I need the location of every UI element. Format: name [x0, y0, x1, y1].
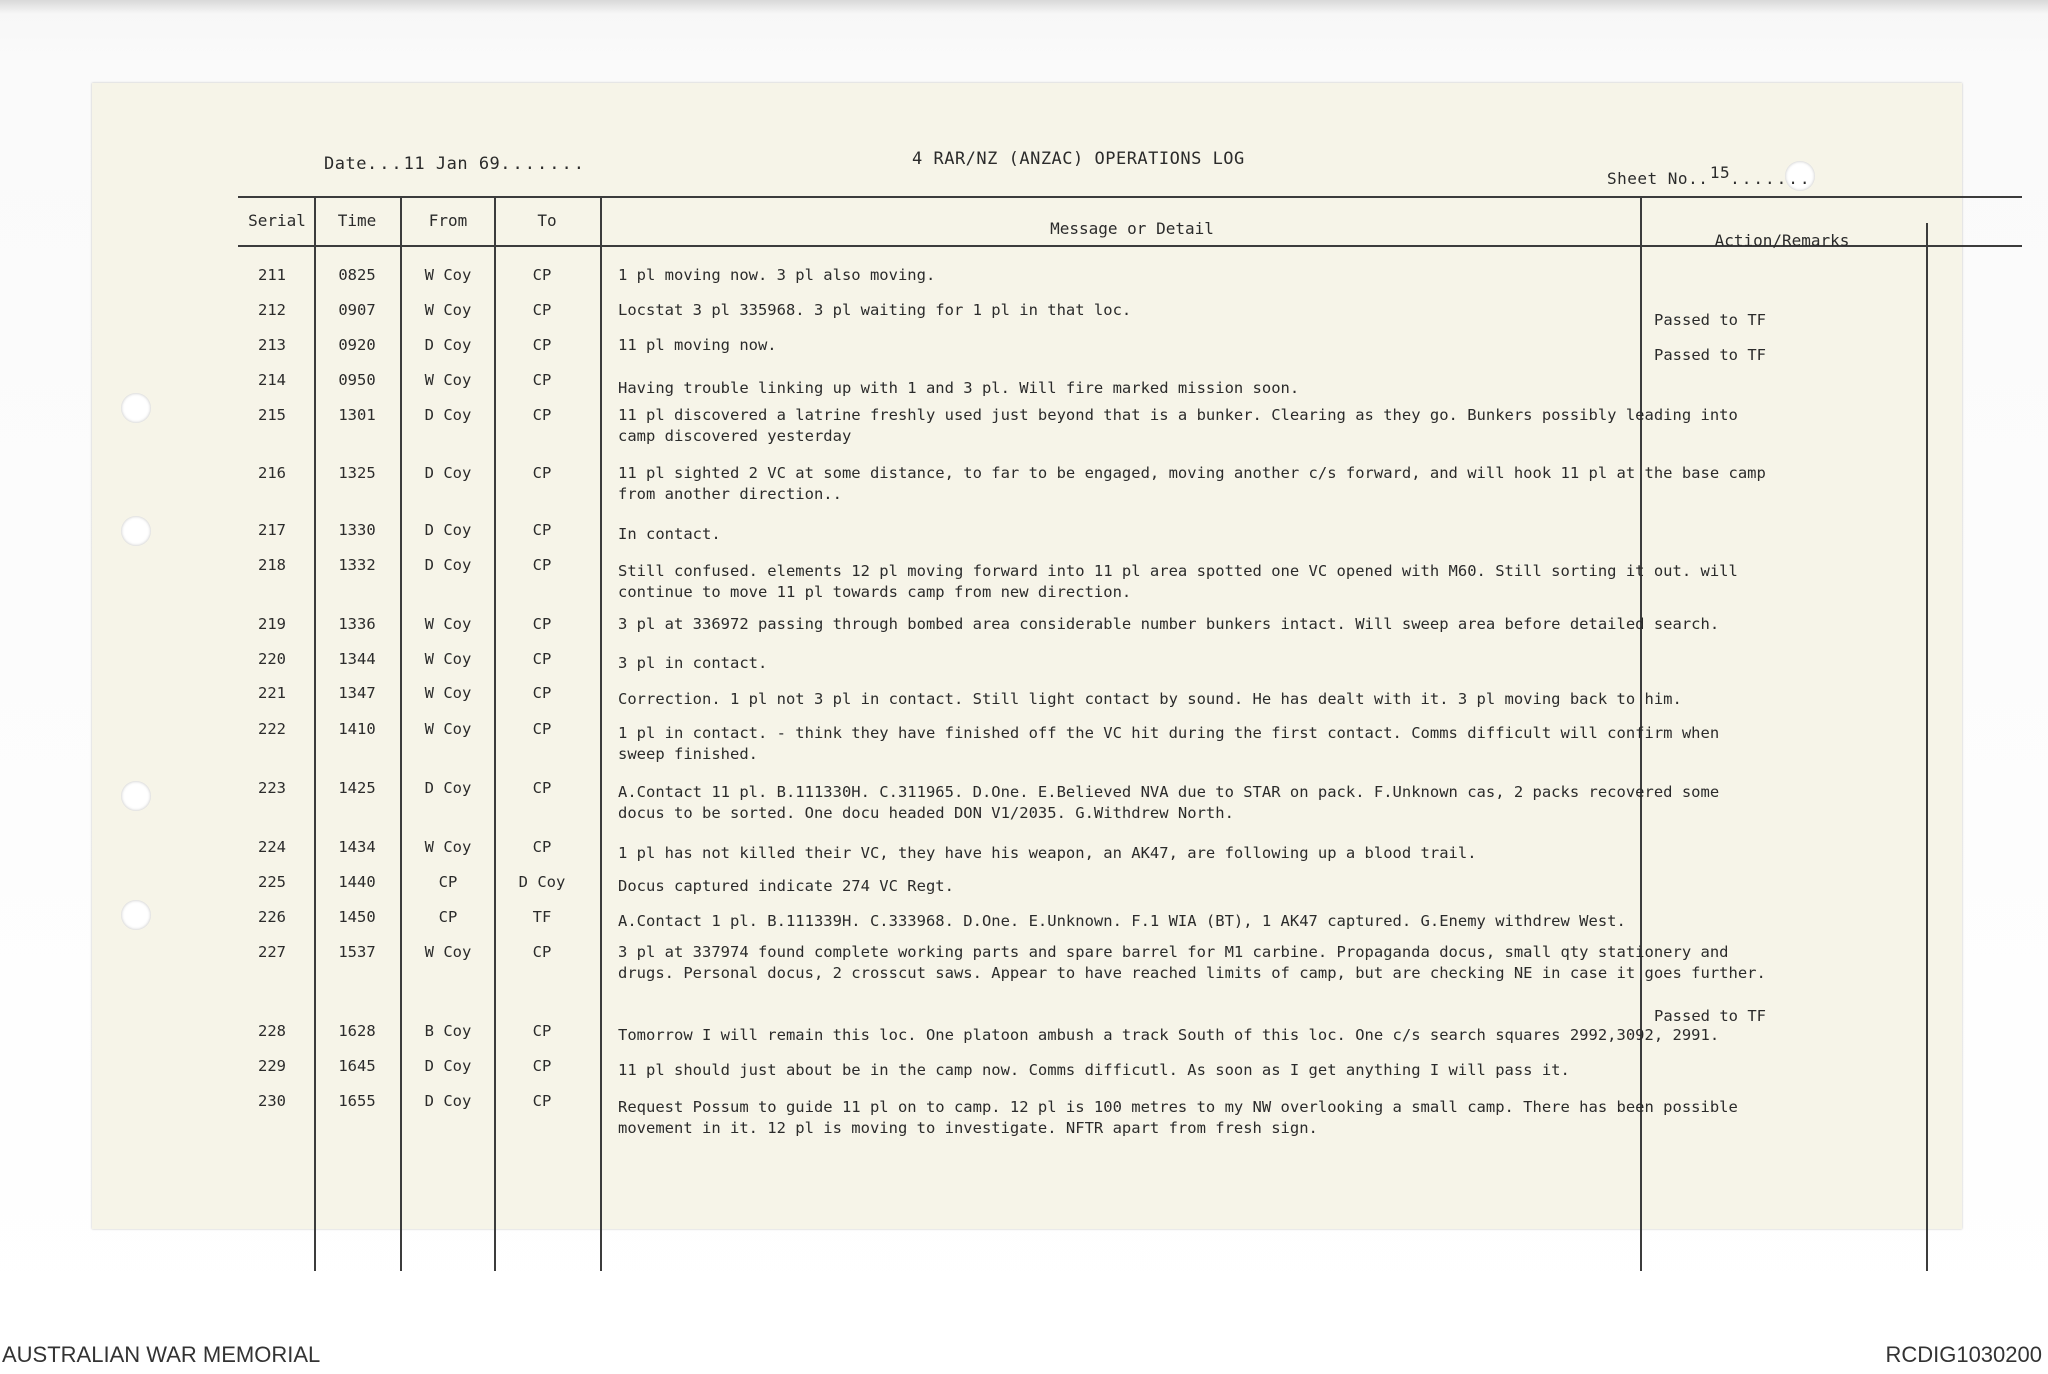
punch-hole — [121, 516, 151, 546]
serial-cell: 227 — [258, 943, 286, 961]
message-cell: In contact. — [618, 525, 721, 543]
message-cell: Docus captured indicate 274 VC Regt. — [618, 877, 954, 895]
column-divider — [1926, 223, 1928, 1271]
document-title: 4 RAR/NZ (ANZAC) OPERATIONS LOG — [912, 149, 1245, 169]
serial-cell: 223 — [258, 779, 286, 797]
message-cell: 11 pl moving now. — [618, 336, 777, 354]
serial-cell: 222 — [258, 720, 286, 738]
time-cell: 1434 — [338, 838, 376, 856]
column-header-action: Action/Remarks — [1714, 231, 1850, 250]
serial-cell: 220 — [258, 650, 286, 668]
serial-cell: 228 — [258, 1022, 286, 1040]
column-header-serial: Serial — [248, 211, 306, 230]
from-cell: D Coy — [424, 779, 472, 797]
column-divider — [494, 196, 496, 1271]
from-cell: W Coy — [424, 720, 472, 738]
from-cell: W Coy — [424, 615, 472, 633]
message-cell: 11 pl sighted 2 VC at some distance, to far to be engaged, moving another c/s forward, and will hook 11 pl at the base camp from another direction.. — [618, 464, 1766, 503]
message-cell: 1 pl in contact. - think they have finished off the VC hit during the first contact. Comms difficult will confirm when sweep finished. — [618, 724, 1720, 763]
to-cell: CP — [532, 371, 552, 389]
to-cell: D Coy — [518, 873, 566, 891]
to-cell: CP — [532, 838, 552, 856]
message-cell: Correction. 1 pl not 3 pl in contact. Still light contact by sound. He has dealt with it. 3 pl moving back to him. — [618, 690, 1682, 708]
message-cell: Request Possum to guide 11 pl on to camp. 12 pl is 100 metres to my NW overlooking a small camp. There has been possible movement in it. 12 pl is moving to investigate. NFTR apart from fresh sign. — [618, 1098, 1738, 1137]
to-cell: CP — [532, 521, 552, 539]
to-cell: CP — [532, 406, 552, 424]
time-cell: 1628 — [338, 1022, 376, 1040]
column-divider — [400, 196, 402, 1271]
message-cell: 3 pl at 336972 passing through bombed area considerable number bunkers intact. Will sweep area before detailed search. — [618, 615, 1720, 633]
message-cell: A.Contact 1 pl. B.111339H. C.333968. D.One. E.Unknown. F.1 WIA (BT), 1 AK47 captured. G.Enemy withdrew West. — [618, 912, 1626, 930]
serial-cell: 213 — [258, 336, 286, 354]
message-cell: Having trouble linking up with 1 and 3 pl. Will fire marked mission soon. — [618, 379, 1300, 397]
column-header-time: Time — [337, 211, 377, 230]
serial-cell: 226 — [258, 908, 286, 926]
time-cell: 1537 — [338, 943, 376, 961]
time-cell: 1440 — [338, 873, 376, 891]
from-cell: D Coy — [424, 336, 472, 354]
serial-cell: 224 — [258, 838, 286, 856]
message-cell: Still confused. elements 12 pl moving forward into 11 pl area spotted one VC opened with M60. Still sorting it out. will continue to move 11 pl towards camp from new direction. — [618, 562, 1738, 601]
message-cell: 3 pl in contact. — [618, 654, 768, 672]
to-cell: CP — [532, 684, 552, 702]
time-cell: 0950 — [338, 371, 376, 389]
from-cell: W Coy — [424, 650, 472, 668]
from-cell: CP — [438, 908, 458, 926]
serial-cell: 219 — [258, 615, 286, 633]
from-cell: W Coy — [424, 684, 472, 702]
time-cell: 1325 — [338, 464, 376, 482]
to-cell: CP — [532, 650, 552, 668]
time-cell: 1347 — [338, 684, 376, 702]
action-cell: Passed to TF — [1654, 1007, 1766, 1025]
to-cell: CP — [532, 1057, 552, 1075]
from-cell: CP — [438, 873, 458, 891]
time-cell: 1655 — [338, 1092, 376, 1110]
time-cell: 1410 — [338, 720, 376, 738]
serial-cell: 216 — [258, 464, 286, 482]
time-cell: 1336 — [338, 615, 376, 633]
column-header-from: From — [428, 211, 468, 230]
to-cell: CP — [532, 266, 552, 284]
from-cell: W Coy — [424, 371, 472, 389]
to-cell: CP — [532, 464, 552, 482]
message-cell: 1 pl moving now. 3 pl also moving. — [618, 266, 936, 284]
footer-record-id: RCDIG1030200 — [1885, 1342, 2042, 1367]
column-divider — [600, 196, 602, 1271]
serial-cell: 211 — [258, 266, 286, 284]
message-cell: 3 pl at 337974 found complete working parts and spare barrel for M1 carbine. Propaganda docus, small qty stationery and drugs. Personal docus, 2 crosscut saws. Appear to have reached limits of camp, but are checking NE in case it goes further. — [618, 943, 1766, 982]
sheet-value: 15 — [1709, 163, 1731, 182]
time-cell: 0920 — [338, 336, 376, 354]
from-cell: W Coy — [424, 838, 472, 856]
serial-cell: 218 — [258, 556, 286, 574]
from-cell: D Coy — [424, 406, 472, 424]
from-cell: B Coy — [424, 1022, 472, 1040]
punch-hole — [121, 900, 151, 930]
time-cell: 0825 — [338, 266, 376, 284]
to-cell: CP — [532, 1022, 552, 1040]
time-cell: 1450 — [338, 908, 376, 926]
from-cell: D Coy — [424, 521, 472, 539]
column-header-message: Message or Detail — [1050, 219, 1214, 238]
serial-cell: 215 — [258, 406, 286, 424]
to-cell: CP — [532, 336, 552, 354]
message-cell: Tomorrow I will remain this loc. One platoon ambush a track South of this loc. One c/s search squares 2992,3092, 2991. — [618, 1026, 1720, 1044]
serial-cell: 230 — [258, 1092, 286, 1110]
column-divider — [314, 196, 316, 1271]
time-cell: 1332 — [338, 556, 376, 574]
to-cell: CP — [532, 615, 552, 633]
punch-hole — [121, 781, 151, 811]
date-field: Date...11 Jan 69....... — [324, 154, 586, 174]
column-header-to: To — [537, 211, 557, 230]
to-cell: CP — [532, 301, 552, 319]
message-cell: Locstat 3 pl 335968. 3 pl waiting for 1 pl in that loc. — [618, 301, 1132, 319]
message-cell: 11 pl should just about be in the camp now. Comms difficutl. As soon as I get anything I will pass it. — [618, 1061, 1570, 1079]
action-cell: Passed to TF — [1654, 311, 1766, 329]
message-cell: A.Contact 11 pl. B.111330H. C.311965. D.One. E.Believed NVA due to STAR on pack. F.Unknown cas, 2 packs recovered some docus to be sorted. One docu headed DON V1/2035. G.Withdrew North. — [618, 783, 1720, 822]
table-top-rule — [238, 196, 2022, 198]
serial-cell: 217 — [258, 521, 286, 539]
to-cell: CP — [532, 556, 552, 574]
from-cell: D Coy — [424, 1092, 472, 1110]
from-cell: D Coy — [424, 464, 472, 482]
sheet-label: Sheet No. — [1607, 169, 1699, 188]
date-label: Date — [324, 154, 367, 174]
from-cell: W Coy — [424, 301, 472, 319]
from-cell: W Coy — [424, 943, 472, 961]
time-cell: 0907 — [338, 301, 376, 319]
time-cell: 1301 — [338, 406, 376, 424]
message-cell: 11 pl discovered a latrine freshly used just beyond that is a bunker. Clearing as they go. Bunkers possibly leading into camp discovered yesterday — [618, 406, 1738, 445]
serial-cell: 221 — [258, 684, 286, 702]
serial-cell: 214 — [258, 371, 286, 389]
from-cell: W Coy — [424, 266, 472, 284]
time-cell: 1330 — [338, 521, 376, 539]
time-cell: 1344 — [338, 650, 376, 668]
to-cell: CP — [532, 720, 552, 738]
operations-log-sheet — [92, 83, 1962, 1229]
serial-cell: 225 — [258, 873, 286, 891]
to-cell: CP — [532, 779, 552, 797]
message-cell: 1 pl has not killed their VC, they have his weapon, an AK47, are following up a blood trail. — [618, 844, 1477, 862]
footer-archive-name: AUSTRALIAN WAR MEMORIAL — [2, 1342, 321, 1367]
time-cell: 1645 — [338, 1057, 376, 1075]
from-cell: D Coy — [424, 1057, 472, 1075]
time-cell: 1425 — [338, 779, 376, 797]
action-cell: Passed to TF — [1654, 346, 1766, 364]
serial-cell: 229 — [258, 1057, 286, 1075]
sheet-number-field: Sheet No..15....... — [1607, 163, 1812, 188]
punch-hole — [121, 393, 151, 423]
serial-cell: 212 — [258, 301, 286, 319]
date-value: 11 Jan 69 — [403, 154, 501, 174]
to-cell: TF — [532, 908, 552, 926]
from-cell: D Coy — [424, 556, 472, 574]
to-cell: CP — [532, 1092, 552, 1110]
to-cell: CP — [532, 943, 552, 961]
